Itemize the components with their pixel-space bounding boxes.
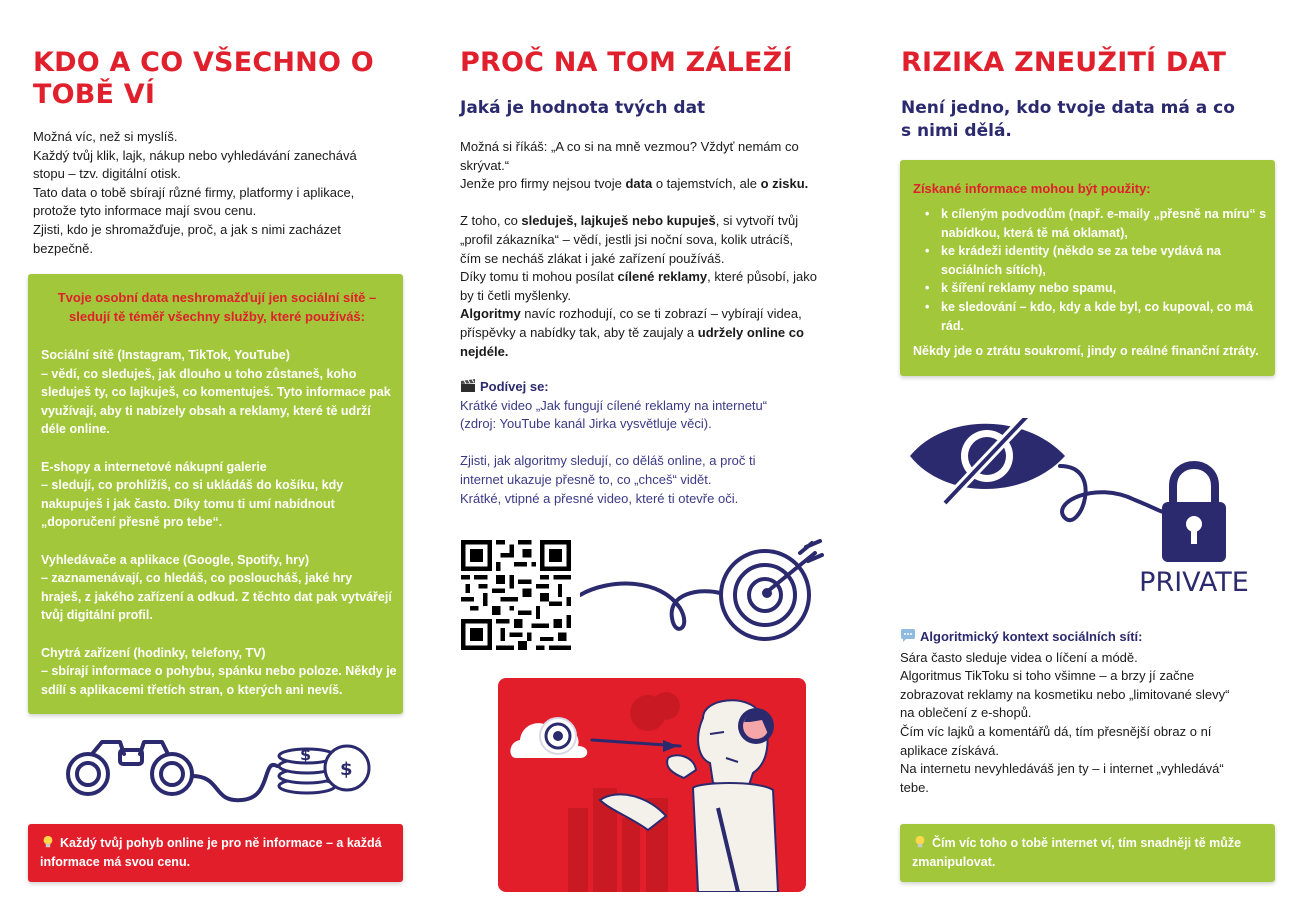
risks-box (900, 160, 1275, 376)
risk-item: • k cíleným podvodům (např. e-maily „přesně na míru“ s nabídkou, která tě má oklamat), (913, 205, 1269, 242)
section-smart-devices (41, 644, 397, 700)
risks-box-footer: Někdy jde o ztrátu soukromí, jindy o reálné finanční ztráty. (913, 344, 1259, 358)
context-line: na oblečení z e-shopů. (900, 705, 1032, 721)
col1-title-line1: KDO A CO VŠECHNO O (33, 47, 374, 78)
p2-line: nejdéle. (460, 343, 509, 359)
target-illustration (580, 533, 835, 648)
col3-tip-box (900, 824, 1275, 882)
p2-line: čím se necháš zlákat i jaké zařízení používáš. (460, 250, 725, 266)
col1-intro (33, 128, 393, 258)
learn-line: Zjisti, jak algoritmy sledují, co děláš online, a proč ti (460, 453, 756, 469)
section-line: využívají, aby ti nabízely obsah a reklamy, které tě udrží (41, 403, 371, 418)
watch-label: Podívej se: (480, 379, 549, 394)
risk-item: • ke krádeži identity (někdo se za tebe vydává na sociálních sítích), (913, 242, 1269, 279)
p1-line: skrývat.“ (460, 157, 510, 173)
context-line: Na internetu nevyhledáváš jen ty – i internet „vyhledává“ (900, 761, 1224, 777)
section-title: Chytrá zařízení (hodinky, telefony, TV) (41, 645, 266, 660)
section-line: hraješ, z jakého zařízení a odkud. Z těchto dat pak vytvářejí (41, 589, 392, 604)
p2-line: by ti četli myšlenky. (460, 287, 572, 303)
intro-line: protože tyto informace mají svou cenu. (33, 203, 257, 219)
binoculars-coins-illustration (62, 728, 372, 808)
section-title: Sociální sítě (Instagram, TikTok, YouTube) (41, 348, 290, 362)
section-line: – zaznamenávají, co hledáš, co posloucháš, jaké hry (41, 571, 353, 586)
section-line: „doporučení přesně pro tebe“. (41, 515, 223, 530)
section-line: déle online. (41, 422, 110, 437)
p2-line: příspěvky a nabídky tak, aby tě zaujaly a udržely online co (460, 324, 804, 340)
intro-line: Možná víc, než si myslíš. (33, 129, 178, 144)
section-social (41, 346, 397, 439)
col1-title (33, 47, 393, 111)
context-line: zobrazovat reklamy na kosmetiku nebo „limitované slevy“ (900, 686, 1230, 702)
col1-tip-box (28, 824, 403, 882)
context-line: Sára často sleduje videa o líčení a módě. (900, 649, 1138, 665)
col3-title: RIZIKA ZNEUŽITÍ DAT (901, 47, 1227, 78)
col2-title: PROČ NA TOM ZÁLEŽÍ (460, 47, 793, 78)
risks-box-heading: Získané informace mohou být použity: (913, 181, 1151, 196)
section-line: – vědí, co sleduješ, jak dlouho u toho zůstaneš, koho (41, 366, 357, 381)
p2-line: „profil zákazníka“ – vědí, jestli jsi noční sova, kolik utrácíš, (460, 231, 794, 247)
lightbulb-icon (912, 835, 928, 849)
svg-text:$: $ (340, 759, 353, 780)
p2-line: Algoritmy navíc rozhodují, co se ti zobrazí – vybírají videa, (460, 306, 802, 322)
context-line: Algoritmus TikToku si toho všimne – a brzy jí začne (900, 668, 1195, 684)
private-label: PRIVATE (1139, 567, 1249, 598)
svg-text:$: $ (300, 745, 312, 764)
p1-line: Možná si říkáš: „A co si na mně vezmou? Vždyť nemám co (460, 139, 799, 154)
lightbulb-icon (40, 835, 56, 849)
qr-code[interactable] (461, 540, 571, 650)
intro-line: bezpečně. (33, 240, 93, 256)
watch-section (460, 378, 840, 508)
section-line: sleduješ ty, co lajkuješ, co komentuješ. Tyto informace pak (41, 385, 391, 400)
context-heading: Algoritmický kontext sociálních sítí: (920, 629, 1143, 644)
learn-line: Krátké, vtipné a přesné video, které ti otevře oči. (460, 490, 739, 506)
private-illustration (905, 418, 1250, 603)
intro-line: Každý tvůj klik, lajk, nákup nebo vyhledávání zanechává (33, 147, 357, 163)
section-line: nakupuješ i jak často. Díky tomu ti umí nabídnout (41, 496, 335, 511)
context-section (900, 628, 1280, 797)
section-line: sdílí s aplikacemi třetích stran, o kterých ani nevíš. (41, 682, 343, 697)
col3-tip-line1: Čím víc toho o tobě internet ví, tím snadněji tě může (932, 836, 1242, 850)
video-link[interactable]: Krátké video „Jak fungují cílené reklamy na internetu“ (460, 397, 768, 413)
col3-subtitle-line2: s nimi dělá. (901, 121, 1012, 141)
col1-tip-line1: Každý tvůj pohyb online je pro ně informace – a každá (60, 836, 382, 850)
col1-tip-line2: informace má svou cenu. (40, 854, 191, 869)
col2-subtitle: Jaká je hodnota tvých dat (460, 98, 706, 118)
section-title: Vyhledávače a aplikace (Google, Spotify, hry) (41, 552, 310, 567)
p2-line: Z toho, co sleduješ, lajkuješ nebo kupuješ, si vytvoří tvůj (460, 213, 799, 229)
intro-line: Tato data o tobě sbírají různé firmy, platformy i aplikace, (33, 184, 355, 200)
trackers-box (28, 274, 403, 714)
video-source: (zdroj: YouTube kanál Jirka vysvětluje věci). (460, 416, 712, 432)
col3-subtitle-line1: Není jedno, kdo tvoje data má a co (901, 98, 1235, 118)
context-line: aplikace získává. (900, 742, 999, 758)
risk-item: • ke sledování – kdo, kdy a kde byl, co kupoval, co má rád. (913, 298, 1269, 335)
col3-tip-line2: zmanipulovat. (912, 854, 996, 869)
learn-line: internet ukazuje přesně to, co „chceš“ vidět. (460, 471, 712, 487)
clapperboard-icon (460, 379, 476, 393)
section-title: E-shopy a internetové nákupní galerie (41, 459, 267, 474)
col3-subtitle (901, 97, 1281, 143)
intro-line: Zjisti, kdo je shromažďuje, proč, a jak s nimi zacházet (33, 221, 341, 237)
risks-list (913, 205, 1269, 335)
col2-body (460, 138, 840, 361)
section-search-apps (41, 551, 397, 625)
section-line: tvůj digitální profil. (41, 608, 153, 623)
section-line: – sledují, co prohlížíš, co si ukládáš do košíku, kdy (41, 478, 344, 493)
context-line: Čím víc lajků a komentářů dá, tím přesnější obraz o ní (900, 723, 1212, 739)
section-line: – sbírají informace o pohybu, spánku nebo poloze. Někdy je (41, 664, 397, 679)
p2-line: Díky tomu ti mohou posílat cílené reklamy, které působí, jako (460, 269, 817, 285)
dart-illustration (498, 678, 806, 892)
col1-title-line2: TOBĚ VÍ (33, 79, 156, 110)
risk-item: • k šíření reklamy nebo spamu, (913, 279, 1269, 298)
context-line: tebe. (900, 779, 929, 795)
p1-line: Jenže pro firmy nejsou tvoje data o tajemstvích, ale o zisku. (460, 176, 809, 192)
intro-line: stopu – tzv. digitální otisk. (33, 166, 181, 182)
section-eshops (41, 458, 397, 532)
speech-bubble-icon (900, 629, 916, 643)
trackers-box-heading-line1: Tvoje osobní data neshromažďují jen sociální sítě – (57, 290, 377, 305)
trackers-box-heading-line2: sledují tě téměř všechny služby, které používáš: (69, 308, 365, 324)
